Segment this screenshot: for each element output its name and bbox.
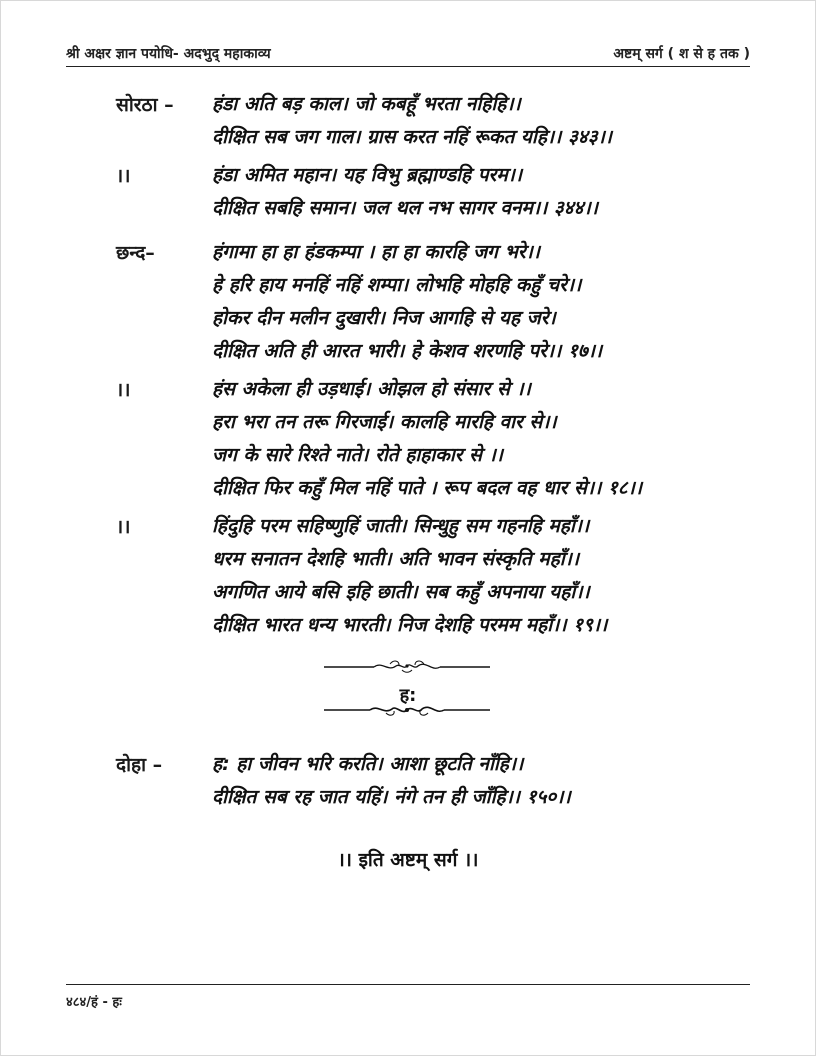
verse-line: दीक्षित सब रह जात यहिं। नंगे तन ही जाँहि।। १५०।। xyxy=(212,786,571,808)
verse-line: हिंदुहि परम सहिष्णुहिं जाती। सिन्धुहु सम गहनहि महाँ।। xyxy=(212,515,590,537)
stanza-lines xyxy=(212,236,732,368)
stanza-lines xyxy=(212,510,732,642)
stanza-lines xyxy=(212,159,732,225)
page-header xyxy=(66,42,750,66)
footer-rule xyxy=(66,984,750,985)
stanza-lines xyxy=(212,748,732,814)
verse-line: दीक्षित सब जग गाल। ग्रास करत नहिं रूकत यहि।। ३४३।। xyxy=(212,126,612,148)
verse-line: हंडा अति बड़ काल। जो कबहूँ भरता नहिहि।। xyxy=(212,93,521,115)
verse-line: होकर दीन मलीन दुखारी। निज आगहि से यह जरे। xyxy=(212,307,556,329)
chapter-conclusion: ।। इति अष्टम् सर्ग ।। xyxy=(337,849,479,871)
verse-line: दीक्षित अति ही आरत भारी। हे केशव शरणहि परे।। १७।। xyxy=(212,340,603,362)
header-rule xyxy=(66,66,750,67)
stanza-label: ।। xyxy=(116,165,131,187)
ornament-divider-top xyxy=(324,658,490,674)
stanza-label: ।। xyxy=(116,379,131,401)
stanza-label: दोहा – xyxy=(116,754,163,776)
ornament-divider-bottom xyxy=(324,702,490,718)
verse-line: धरम सनातन देशहि भाती। अति भावन संस्कृति महाँ।। xyxy=(212,548,580,570)
center-heading: ह: xyxy=(399,685,417,706)
verse-line: हंडा अमित महान। यह विभु ब्रह्माण्डहि परम।। xyxy=(212,164,523,186)
verse-line: दीक्षित सबहि समान। जल थल नभ सागर वनम।। ३४४।। xyxy=(212,197,598,219)
verse-line: हरा भरा तन तरू गिरजाई। कालहि मारहि वार से।। xyxy=(212,411,557,433)
header-chapter-title: अष्टम् सर्ग ( श से ह तक ) xyxy=(613,46,750,62)
verse-line: दीक्षित फिर कहुँ मिल नहिं पाते । रूप बदल वह धार से।। १८।। xyxy=(212,477,643,499)
stanza-label: छन्द– xyxy=(116,242,155,264)
verse-line: जग के सारे रिश्ते नाते। रोते हाहाकार से ।। xyxy=(212,444,504,466)
header-book-title: श्री अक्षर ज्ञान पयोधि- अदभुद् महाकाव्य xyxy=(66,46,271,62)
stanza-lines xyxy=(212,373,732,505)
page-footer: ४८४/हं - हः xyxy=(66,995,122,1010)
verse-line: अगणित आये बसि इहि छाती। सब कहुँ अपनाया यहाँ।। xyxy=(212,581,590,603)
verse-line: दीक्षित भारत धन्य भारती। निज देशहि परमम महाँ।। १९।। xyxy=(212,614,608,636)
stanza-lines xyxy=(212,88,732,154)
verse-line: हे हरि हाय मनहिं नहिं शम्पा। लोभहि मोहहि कहुँ चरे।। xyxy=(212,274,582,296)
stanza-label: सोरठा – xyxy=(116,94,174,116)
verse-line: हंगामा हा हा हंडकम्पा । हा हा कारहि जग भरे।। xyxy=(212,241,541,263)
verse-line: ह: हा जीवन भरि करति। आशा छूटति नाँहि।। xyxy=(212,753,524,775)
stanza-label: ।। xyxy=(116,516,131,538)
verse-line: हंस अकेला ही उड़धाई। ओझल हो संसार से ।। xyxy=(212,378,531,400)
